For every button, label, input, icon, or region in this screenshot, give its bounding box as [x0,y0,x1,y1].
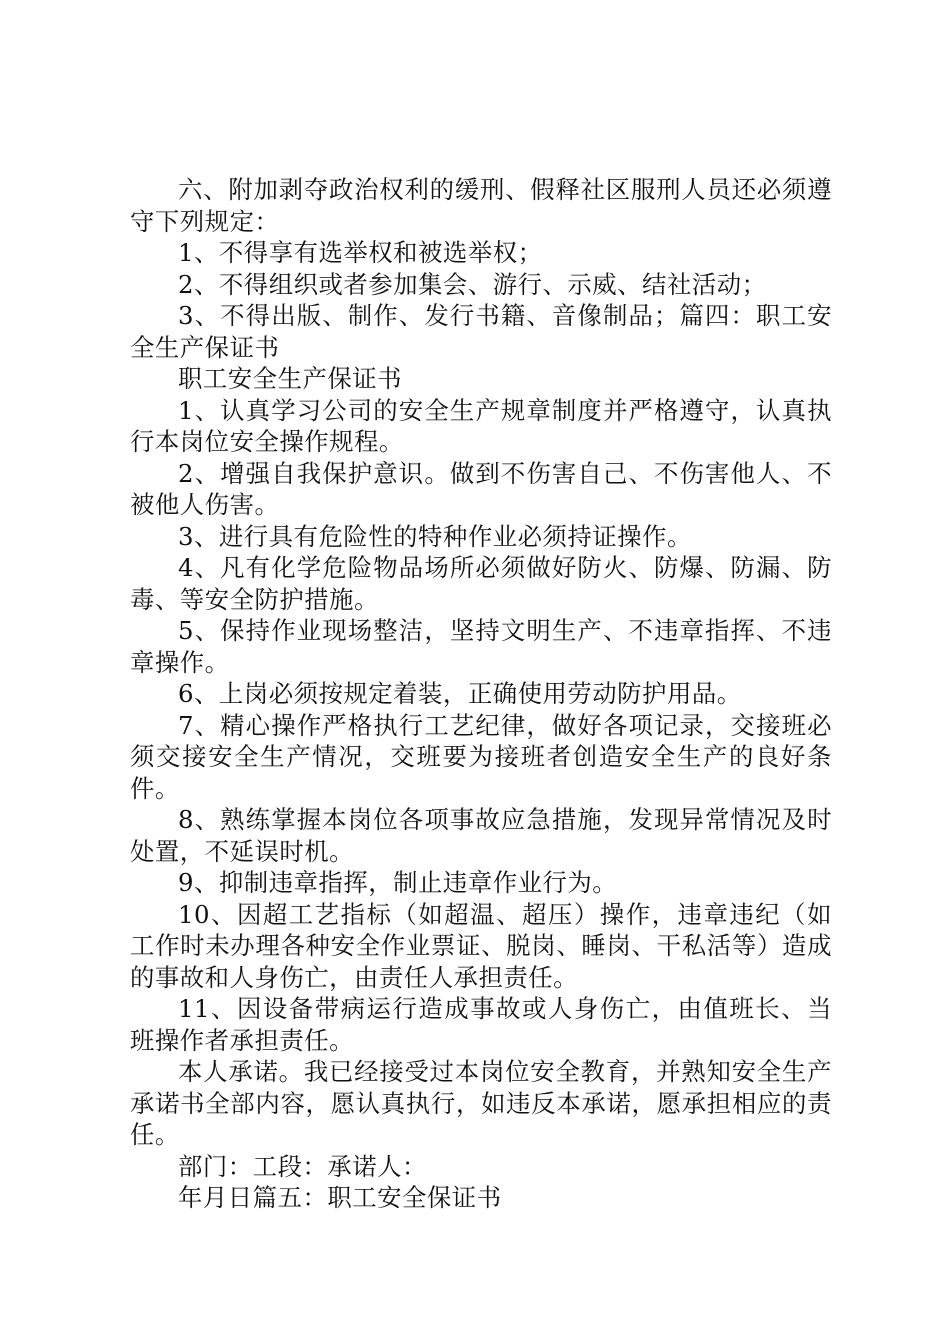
paragraph-signature-line: 部门：工段：承诺人： [178,1151,427,1181]
paragraph-commitment: 本人承诺。我已经接受过本岗位安全教育，并熟知安全生产承诺书全部内容，愿认真执行，如违反本承诺，愿承担相应的责任。 [130,1057,832,1149]
paragraph-rule-3: 3、不得出版、制作、发行书籍、音像制品；篇四：职工安全生产保证书 [130,301,832,362]
paragraph-item-10: 10、因超工艺指标（如超温、超压）操作，违章违纪（如工作时未办理各种安全作业票证、脱岗、睡岗、干私活等）造成的事故和人身伤亡，由责任人承担责任。 [130,899,832,992]
paragraph-item-9: 9、抑制违章指挥，制止违章作业行为。 [178,868,618,897]
paragraph-section-six: 六、附加剥夺政治权利的缓刑、假释社区服刑人员还必须遵守下列规定： [130,175,832,236]
paragraph-title: 职工安全生产保证书 [178,364,403,393]
paragraph-item-7: 7、精心操作严格执行工艺纪律，做好各项记录，交接班必须交接安全生产情况，交班要为接班者创造安全生产的良好条件。 [130,710,832,803]
paragraph-item-1: 1、认真学习公司的安全生产规章制度并严格遵守，认真执行本岗位安全操作规程。 [130,395,832,456]
paragraph-item-3: 3、进行具有危险性的特种作业必须持证操作。 [178,521,692,551]
paragraph-item-4: 4、凡有化学危险物品场所必须做好防火、防爆、防漏、防毒、等安全防护措施。 [130,553,832,614]
paragraph-item-11: 11、因设备带病运行造成事故或人身伤亡，由值班长、当班操作者承担责任。 [130,994,832,1055]
document-body [130,174,832,1214]
paragraph-item-5: 5、保持作业现场整洁，坚持文明生产、不违章指挥、不违章操作。 [130,616,832,677]
paragraph-rule-1: 1、不得享有选举权和被选举权； [178,238,543,267]
paragraph-item-6: 6、上岗必须按规定着装，正确使用劳动防护用品。 [178,679,742,708]
paragraph-rule-2: 2、不得组织或者参加集会、游行、示威、结社活动； [178,269,767,299]
paragraph-item-8: 8、熟练掌握本岗位各项事故应急措施，发现异常情况及时处置，不延误时机。 [130,805,832,866]
paragraph-date-line: 年月日篇五：职工安全保证书 [178,1183,502,1212]
paragraph-item-2: 2、增强自我保护意识。做到不伤害自己、不伤害他人、不被他人伤害。 [130,458,832,519]
